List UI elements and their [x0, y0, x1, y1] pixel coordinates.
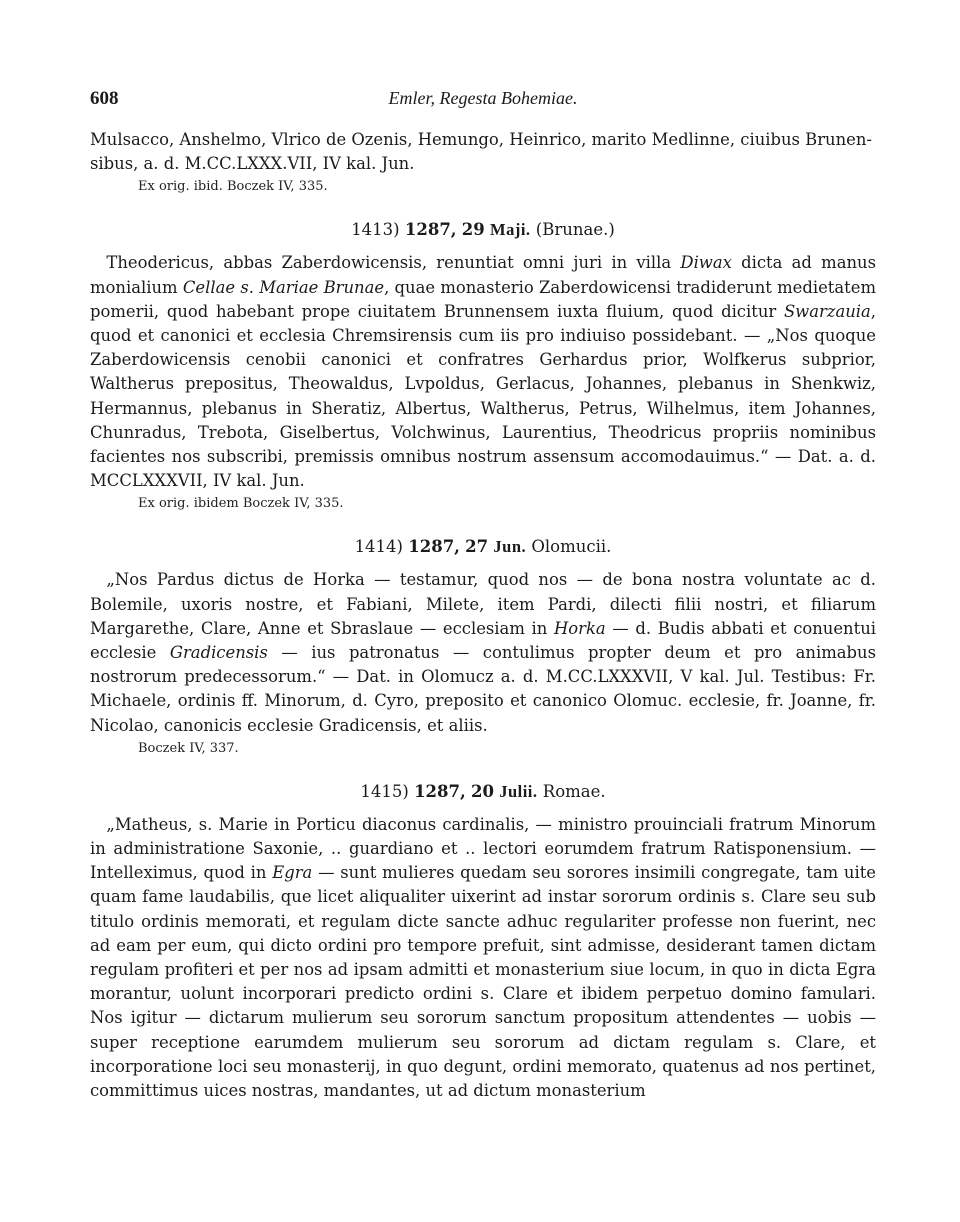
text-segment: „Matheus, s. Marie in Porticu diaconus cardinalis, — ministro prouinciali fratrum Minorum in administratione Saxonie, .. guardiano et .. lectori eorumdem fratrum Ratisponensium. — Intelleximus, quod in: [90, 814, 876, 883]
entry-month: Julii.: [499, 781, 538, 801]
entry-text-1413: [90, 251, 876, 493]
entry-source-1414: Boczek IV, 337.: [138, 740, 239, 756]
place-name: Horka: [554, 618, 606, 638]
prev-entry-text: [90, 128, 876, 176]
entry-year: 1287,: [414, 781, 466, 801]
entry-month: Jun.: [493, 537, 527, 557]
entry-place: Romae.: [542, 781, 606, 801]
entry-day: 27: [465, 537, 489, 557]
entry-year: 1287,: [408, 537, 460, 557]
entry-month: Maji.: [490, 220, 531, 240]
prev-entry-line-1: Mulsacco, Anshelmo, Vlrico de Ozenis, Hemungo, Heinrico, marito Medlinne, ciuibus Brunen-: [90, 130, 872, 149]
entry-day: 20: [470, 781, 494, 801]
entry-year: 1287,: [404, 220, 457, 240]
text-segment: , quod et canonici et ecclesia Chremsirensis cum iis pro indiuiso possidebant. — „Nos quoque Zaberdowicensis cenobii canonici et confratres Gerhardus prior, Wolfkerus subprior, Waltherus prepositus, Theowaldus, Lvpoldus, Gerlacus, Johannes, plebanus in Shenkwiz, Hermannus, plebanus in Sheratiz, Albertus, Waltherus, Petrus, Wilhelmus, item Johannes, Chunradus, Trebota, Giselbertus, Volchwinus, Laurentius, Theodricus propriis nominibus facientes nos subscribi, premissis omnibus nostrum assensum accomodauimus.“ — Dat. a. d. MCCLXXXVII, IV kal. Jun.: [90, 301, 876, 491]
text-segment: „Nos Pardus dictus de Horka — testamur, quod nos — de bona nostra voluntate ac d. Bolemile, uxoris nostre, et Fabiani, Milete, item Pardi, dilecti filii nostri, et filiarum Margarethe, Clare, Anne et Sbraslaue — ecclesiam in: [90, 570, 876, 638]
place-name: Gradicensis: [169, 643, 268, 663]
text-segment: — sunt mulieres quedam seu sorores insimili congregate, tam uite quam fame laudabilis, que licet aliqualiter uixerint ad instar sororum ordinis s. Clare seu sub titulo ordinis memorati, et regulam dicte sancte adhuc regulariter professe non fuerint, nec ad eam per eum, qui dicto ordini pro tempore prefuit, sint admisse, desiderant tamen dictam regulam profiteri et per nos ad ipsam admitti et monasterium siue locum, in quo in dicta Egra morantur, uolunt incorporari predicto ordini s. Clare et ibidem perpetuo domino famulari. Nos igitur — dictarum mulierum seu sororum sanctum propositum attendentes — uobis — super receptione earumdem mulierum seu sororum ad dictam regulam s. Clare, et incorporatione loci seu monasterij, in quo degunt, ordini memorato, quatenus ad nos pertinet, committimus uices nostras, mandantes, ut ad dictum monasterium: [90, 863, 876, 1101]
place-name: Egra: [272, 863, 313, 883]
entry-heading-1413: [90, 220, 876, 240]
entry-number: 1413): [351, 220, 400, 240]
text-segment: dicta ad manus monialium: [90, 253, 876, 297]
document-page: [90, 88, 876, 1103]
place-name: Cellae s. Mariae Brunae: [182, 277, 385, 297]
entry-place: Olomucii.: [531, 537, 612, 557]
text-segment: , quae monasterio Zaberdowicensi tradiderunt medietatem pomerii, quod habebant prope ciuitatem Brunnensem iuxta fluium, quod dicitur: [90, 277, 876, 321]
entry-heading-1415: [90, 782, 876, 802]
entry-number: 1414): [354, 537, 403, 557]
entry-source-1413: Ex orig. ibidem Boczek IV, 335.: [138, 496, 344, 512]
prev-entry-source: Ex orig. ibid. Boczek IV, 335.: [138, 179, 328, 195]
page-number: 608: [90, 88, 119, 109]
text-segment: — d. Budis abbati et conuentui ecclesie: [90, 618, 877, 663]
prev-entry-line-2: sibus, a. d. M.CC.LXXX.VII, IV kal. Jun.: [90, 154, 415, 174]
place-name: Diwax: [680, 253, 732, 273]
running-title: Emler, Regesta Bohemiae.: [388, 88, 578, 108]
text-segment: — ius patronatus — contulimus propter deum et pro animabus nostrorum predecessorum.“ — Dat. in Olomucz a. d. M.CC.LXXXVII, V kal. Jul. Testibus: Fr. Michaele, ordinis ff. Minorum, d. Cyro, preposito et canonico Olomuc. ecclesie, fr. Joanne, fr. Nicolao, canonicis ecclesie Gradicensis, et aliis.: [90, 643, 876, 735]
entry-number: 1415): [360, 781, 409, 801]
entry-heading-1414: [90, 537, 876, 557]
place-name: Swarzauia: [783, 301, 871, 321]
running-head: [90, 88, 876, 128]
entry-text-1414: [90, 568, 876, 737]
entry-text-1415: [90, 813, 876, 1103]
text-segment: Theodericus, abbas Zaberdowicensis, renuntiat omni juri in villa: [106, 253, 681, 273]
entry-day: 29: [461, 220, 485, 240]
entry-place: (Brunae.): [535, 220, 615, 240]
